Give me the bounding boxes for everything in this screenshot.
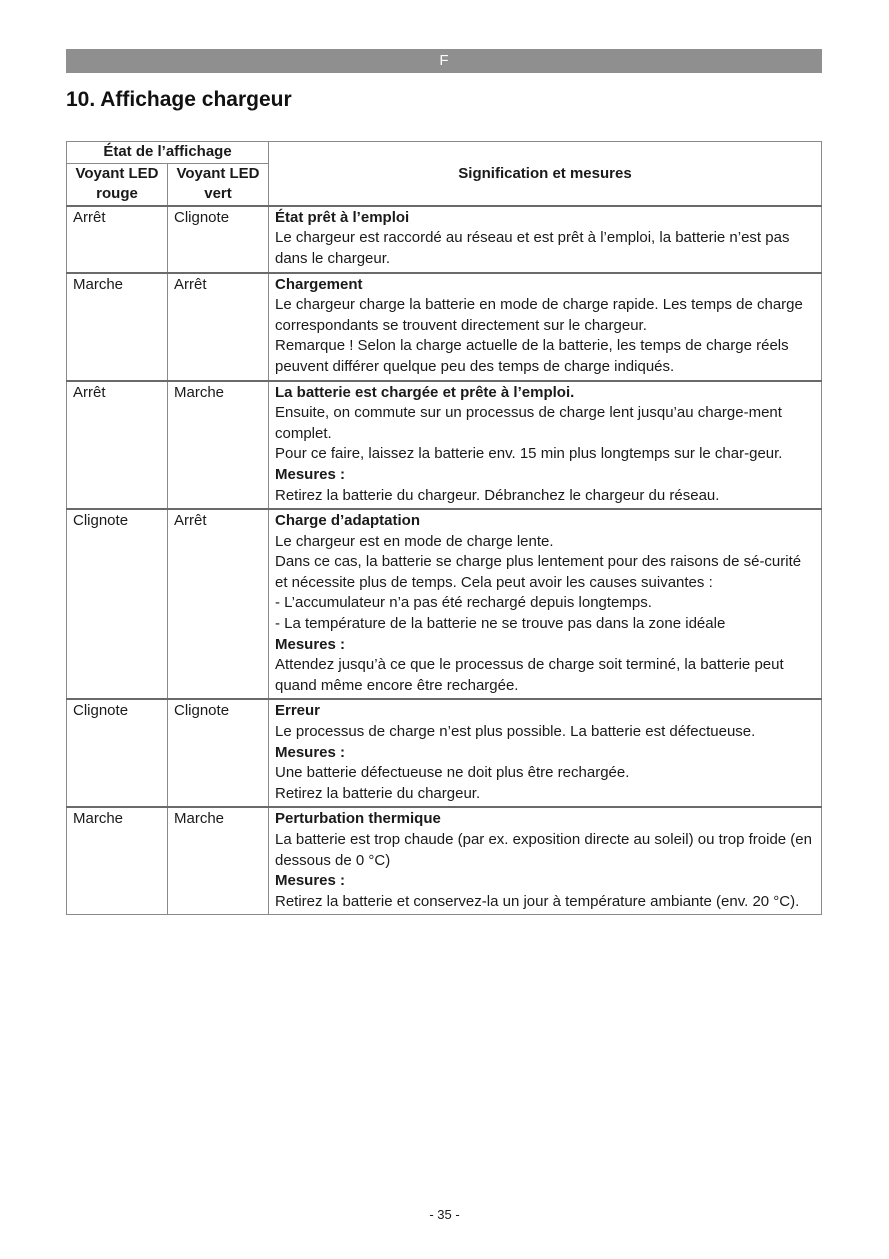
meaning-cell	[269, 273, 822, 381]
language-bar	[66, 49, 822, 73]
meaning-cell	[269, 509, 822, 699]
mesures-text: Une batterie défectueuse ne doit plus être rechargée.	[275, 764, 630, 782]
green-led-header: Voyant LED vert	[168, 163, 269, 206]
row-text: Le chargeur est en mode de charge lente.	[275, 532, 554, 550]
row-title: La batterie est chargée et prête à l’emploi.	[275, 383, 575, 401]
table-row	[67, 807, 822, 914]
page-number: - 35 -	[429, 1207, 460, 1222]
red-led-state: Arrêt	[67, 206, 168, 273]
table-row	[67, 381, 822, 510]
table-row	[67, 509, 822, 699]
mesures-label: Mesures :	[275, 872, 346, 890]
row-text: - L’accumulateur n’a pas été rechargé depuis longtemps.	[275, 594, 652, 612]
meaning-header: Signification et mesures	[269, 142, 822, 206]
green-led-state: Arrêt	[168, 273, 269, 381]
red-led-header: Voyant LED rouge	[67, 163, 168, 206]
row-text: - La température de la batterie ne se trouve pas dans la zone idéale	[275, 615, 726, 633]
row-title: Erreur	[275, 702, 321, 720]
green-led-state: Marche	[168, 381, 269, 510]
table-row	[67, 206, 822, 273]
charger-display-table	[66, 141, 822, 915]
row-text: Remarque ! Selon la charge actuelle de la batterie, les temps de charge réels peuvent différer quelque peu des temps de charge indiqués.	[275, 337, 789, 375]
meaning-cell	[269, 206, 822, 273]
green-led-state: Marche	[168, 807, 269, 914]
mesures-label: Mesures :	[275, 743, 346, 761]
table-row	[67, 273, 822, 381]
green-led-state: Arrêt	[168, 509, 269, 699]
green-led-state: Clignote	[168, 699, 269, 807]
row-text: Le chargeur est raccordé au réseau et est prêt à l’emploi, la batterie n’est pas dans le chargeur.	[275, 229, 790, 267]
row-title: Perturbation thermique	[275, 810, 441, 828]
row-text: Le chargeur charge la batterie en mode de charge rapide. Les temps de charge correspondants se trouvent directement sur le chargeur.	[275, 296, 803, 334]
display-state-header: État de l’affichage	[67, 142, 269, 164]
row-text: La batterie est trop chaude (par ex. exposition directe au soleil) ou trop froide (en dessous de 0 °C)	[275, 831, 812, 869]
section-title: 10. Affichage chargeur	[66, 88, 292, 111]
mesures-text: Retirez la batterie du chargeur. Débranchez le chargeur du réseau.	[275, 486, 720, 504]
table-body	[67, 206, 822, 915]
row-title: État prêt à l’emploi	[275, 208, 410, 226]
row-title: Chargement	[275, 275, 363, 293]
meaning-cell	[269, 381, 822, 510]
mesures-label: Mesures :	[275, 635, 346, 653]
mesures-text: Attendez jusqu’à ce que le processus de charge soit terminé, la batterie peut quand même encore être rechargée.	[275, 656, 784, 694]
meaning-cell	[269, 699, 822, 807]
mesures-text: Retirez la batterie et conservez-la un jour à température ambiante (env. 20 °C).	[275, 892, 800, 910]
table-row	[67, 699, 822, 807]
red-led-state: Marche	[67, 807, 168, 914]
mesures-text: Retirez la batterie du chargeur.	[275, 784, 481, 802]
row-text: Dans ce cas, la batterie se charge plus lentement pour des raisons de sé-curité et nécessite plus de temps. Cela peut avoir les causes suivantes :	[275, 553, 802, 591]
red-led-state: Clignote	[67, 699, 168, 807]
row-title: Charge d’adaptation	[275, 512, 421, 530]
row-text: Pour ce faire, laissez la batterie env. 15 min plus longtemps sur le char-geur.	[275, 445, 783, 463]
green-led-state: Clignote	[168, 206, 269, 273]
meaning-cell	[269, 807, 822, 914]
language-label: F	[439, 52, 449, 69]
row-text: Le processus de charge n’est plus possible. La batterie est défectueuse.	[275, 723, 756, 741]
red-led-state: Clignote	[67, 509, 168, 699]
mesures-label: Mesures :	[275, 465, 346, 483]
red-led-state: Arrêt	[67, 381, 168, 510]
red-led-state: Marche	[67, 273, 168, 381]
row-text: Ensuite, on commute sur un processus de charge lent jusqu’au charge-ment complet.	[275, 404, 782, 442]
